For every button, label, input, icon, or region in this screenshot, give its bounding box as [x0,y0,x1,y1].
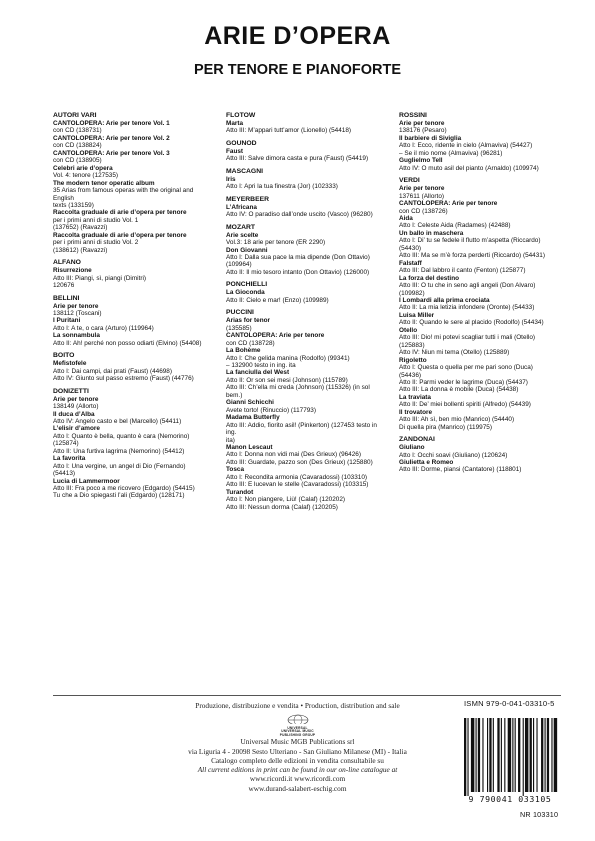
aria-line: Atto III: Dorme, piansi (Cantatore) (118801) [399,466,522,474]
barcode [456,716,564,806]
aria-line: Atto I: Che gelida manina (Rodolfo) (99341) [226,354,350,362]
aria-line: con CD (138728) [226,339,275,347]
aria-line: Atto II: De’ miei bollenti spiriti (Alfredo) (54439) [399,401,531,409]
barcode-bar [551,718,552,792]
aria-line: con CD (138824) [53,142,102,150]
opera-entry [399,230,559,260]
composer-section [226,140,386,163]
aria-line: Atto III: Piangi, sì, piangi (Dimitri) [53,274,147,282]
opera-title: Un ballo in maschera [399,229,464,237]
opera-title: Aida [399,214,413,222]
opera-entry [399,312,559,327]
aria-line: Atto I: Apri la tua finestra (Jor) (102333) [226,183,338,191]
universal-logo [274,712,322,736]
aria-line: Atto I: Donna non vidi mai (Des Grieux) (96426) [226,451,361,459]
opera-title: I Puritani [53,317,81,325]
opera-entry [226,332,386,347]
aria-line: Vol. 4: tenore (127535) [53,172,119,180]
logo-text-2: UNIVERSAL MUSIC [281,729,314,734]
opera-title: Falstaff [399,259,422,267]
composer-name: DONIZETTI [53,387,89,395]
aria-line: Atto III: Ma se m’è forza perderti (Riccardo) (54431) [399,252,545,260]
composer-name: MASCAGNI [226,167,264,175]
aria-line: Atto I: Dai campi, dai prati (Faust) (44698) [53,367,172,375]
aria-line: Atto I: A te, o cara (Arturo) (119964) [53,324,154,332]
aria-line: Atto IV: O paradiso dall’onde uscito (Vasco) (96280) [226,211,373,219]
opera-title: Faust [226,147,244,155]
aria-line: (125874) [53,440,79,448]
opera-entry [53,455,215,477]
aria-line: per i primi anni di studio Vol. 2 [53,239,139,247]
opera-entry [226,204,386,219]
barcode-bar [525,718,528,792]
barcode-bar [536,718,537,792]
composer-name: BELLINI [53,294,80,302]
opera-entry [226,289,386,304]
opera-entry [399,297,559,312]
aria-line: Atto III: Dio! mi potevi scagliar tutti i mali (Otello) [399,334,536,342]
opera-entry [399,444,559,459]
barcode-bar [508,718,511,792]
opera-entry [226,369,386,399]
opera-entry [399,135,559,157]
opera-entry [399,357,559,394]
aria-line: Atto I: Questa o quella per me pari sono (Duca) [399,364,533,372]
aria-line: Atto III: La donna è mobile (Duca) (54438) [399,386,519,394]
opera-title: L’Africana [226,203,257,211]
aria-line: (135585) [226,324,252,332]
barcode-bar [523,718,524,796]
aria-line: Atto III: Addio, fiorito asil! (Pinkerton) (127453 testo in ing. [226,421,377,437]
opera-entry [53,232,215,254]
aria-line: Atto I: Celeste Aida (Radames) (42488) [399,222,511,230]
aria-line: con CD (138905) [53,157,102,165]
opera-entry [53,411,215,426]
opera-entry [53,209,215,231]
footer-divider [53,695,561,696]
opera-entry [53,332,215,347]
opera-title: Arie per tenore [399,185,445,193]
opera-entry [399,185,559,200]
opera-title: L’elisir d’amore [53,425,100,433]
opera-title: Otello [399,326,418,334]
composer-section [226,196,386,219]
composer-name: MOZART [226,223,256,231]
opera-entry [53,165,215,180]
opera-entry [53,396,215,411]
opera-title: Il trovatore [399,408,433,416]
opera-title: Arie scelte [226,231,259,239]
aria-line: Tu che a Dio spiegasti l’ali (Edgardo) (128171) [53,492,185,500]
opera-title: La sonnambula [53,332,100,340]
aria-line: Atto III: Guardate, pazzo son (Des Grieux) (125880) [226,458,373,466]
aria-line: 137611 (Allorto) [399,192,444,200]
opera-title: Rigoletto [399,356,427,364]
aria-line: 138176 (Pesaro) [399,127,447,135]
logo-text-1: UNIVERSAL [287,725,308,730]
barcode-bar [467,718,468,796]
aria-line: Atto I: Dalla sua pace la mia dipende (Don Ottavio) [226,253,370,261]
composer-section [226,224,386,277]
opera-entry [399,394,559,409]
opera-title: Il duca d’Alba [53,410,95,418]
ismn-code: ISMN 979-0-041-03310-5 [464,699,555,708]
logo-text-3: PUBLISHING GROUP [279,732,316,737]
aria-line: Atto IV: Angelo casto e bel (Marcello) (54411) [53,417,182,425]
opera-title: Il barbiere di Siviglia [399,134,462,142]
opera-title: Raccolta graduale di arie d’opera per tenore [53,209,187,217]
company-address: via Liguria 4 - 20098 Sesto Ulteriano - San Giuliano Milanese (MI) - Italia [188,746,407,756]
aria-line: Atto I: Occhi soavi (Giuliano) (120624) [399,451,508,459]
aria-line: 120676 [53,282,75,290]
barcode-bar [487,718,488,792]
opera-title: Arias for tenor [226,317,271,325]
composer-section [226,168,386,191]
opera-title: Giuliano [399,444,425,452]
catalog-number: NR 103310 [520,810,559,819]
aria-line: 138149 (Allorto) [53,403,99,411]
opera-entry [226,466,386,488]
aria-line: ita) [226,436,235,444]
opera-entry [399,215,559,230]
opera-entry [53,150,215,165]
opera-title: Manon Lescaut [226,443,273,451]
opera-entry [399,327,559,357]
aria-line: 138112 (Toscani) [53,309,102,317]
composer-section [53,352,215,382]
composer-name: GOUNOD [226,139,257,147]
opera-title: Madama Butterfly [226,414,280,422]
barcode-graphic [456,716,564,806]
barcode-bar [478,718,480,792]
opera-title: Tosca [226,466,244,474]
aria-line: Atto III: Ah sì, ben mio (Manrico) (54440) [399,416,515,424]
opera-entry [226,399,386,414]
aria-line: Atto IV: Niun mi tema (Otello) (125889) [399,349,510,357]
aria-line: Atto III: Dal labbro il canto (Fenton) (125877) [399,267,526,275]
opera-entry [399,120,559,135]
composer-name: BOITO [53,352,75,360]
opera-title: La Gioconda [226,289,265,297]
opera-entry [226,148,386,163]
composer-name: ROSSINI [399,112,427,119]
company-name: Universal Music MGB Publications srl [240,737,355,747]
aria-line: Atto II: Una furtiva lagrima (Nemorino) (54412) [53,447,185,455]
barcode-bar [533,718,534,792]
opera-title: Iris [226,175,236,183]
opera-title: Risurrezione [53,267,92,275]
opera-title: Arie per tenore [53,395,99,403]
opera-entry [399,200,559,215]
opera-entry [226,444,386,466]
aria-line: Atto III: Ch’ella mi creda (Johnson) (115326) (in sol bem.) [226,384,370,399]
aria-line: Atto II: Quando le sere al placido (Rodolfo) (54434) [399,319,544,327]
aria-line: (138612) (Ravazzi) [53,246,108,254]
opera-entry [53,180,215,210]
aria-line: Atto III: E lucevan le stelle (Cavaradossi) (103315) [226,481,369,489]
aria-line: con CD (138726) [399,207,448,215]
composer-name: VERDI [399,177,420,185]
aria-line: Atto IV: O muto asil del pianto (Arnaldo) (109974) [399,164,539,172]
barcode-digits: 9 790041 033105 [468,794,552,804]
opera-title: Celebri arie d’opera [53,164,113,172]
aria-line: con CD (138731) [53,127,102,135]
aria-line: (54413) [53,470,76,478]
aria-line: (109964) [226,261,252,269]
composer-section [226,112,386,135]
barcode-bar [471,718,474,792]
composer-section [226,281,386,304]
aria-line: Atto III: Fra poco a me ricovero (Edgardo) (54415) [53,485,195,493]
opera-title: Guglielmo Tell [399,157,443,165]
opera-entry [53,360,215,382]
composer-section [53,259,215,289]
composer-section [53,388,215,500]
opera-entry [53,317,215,332]
catalog-note-en: All current editions in print can be found in our on-line catalogue at [197,765,398,775]
barcode-bar [482,718,483,792]
barcode-bar [476,718,477,792]
opera-title: Turandot [226,488,254,496]
composer-section [399,112,559,172]
aria-line: (54436) [399,371,422,379]
opera-entry [226,247,386,277]
composer-name: FLOTOW [226,112,256,119]
barcode-bar [518,718,520,792]
aria-line: Atto II: Il mio tesoro intanto (Don Ottavio) (126000) [226,268,370,276]
opera-entry [53,303,215,318]
aria-line: Atto II: La mia letizia infondere (Oronte) (54433) [399,304,535,312]
composer-name: ALFANO [53,259,81,267]
barcode-bar [497,718,499,792]
aria-line: Atto II: Parmi veder le lagrime (Duca) (54437) [399,378,528,386]
aria-line: per i primi anni di studio Vol. 1 [53,216,139,224]
opera-title: La forza del destino [399,274,460,282]
opera-title: La Bohème [226,347,261,355]
composer-name: ZANDONAI [399,436,435,444]
footer-publisher-block [160,701,435,793]
website-link-durand[interactable]: www.durand-salabert-eschig.com [248,783,347,793]
opera-entry [399,275,559,297]
composer-name: PUCCINI [226,309,254,317]
aria-line: Atto I: Di’ tu se fedele il flutto m’aspetta (Riccardo) (54430) [399,237,541,252]
opera-title: Giulietta e Romeo [399,459,454,467]
barcode-bar [464,718,466,796]
opera-title: Gianni Schicchi [226,399,274,407]
composer-section [399,177,559,431]
aria-line: 35 Arias from famous operas with the original and English [53,187,194,202]
aria-line: Atto III: Nessun dorma (Calaf) (120205) [226,503,338,511]
opera-entry [399,260,559,275]
aria-line: – Se il mio nome (Almaviva) (96281) [399,149,503,157]
barcode-bar [501,718,502,792]
opera-entry [399,157,559,172]
aria-line: Vol.3: 18 arie per tenore (ER 2290) [226,239,326,247]
column-3 [399,112,559,479]
aria-line: Atto I: Quanto è bella, quanto è cara (Nemorino) [53,432,190,440]
barcode-bar [493,718,494,792]
opera-title: Arie per tenore [53,302,99,310]
opera-entry [226,347,386,369]
aria-line: (137652) (Ravazzi) [53,224,108,232]
opera-entry [226,120,386,135]
composer-section [53,112,215,254]
aria-line: texts (133159) [53,201,94,209]
opera-title: La traviata [399,393,431,401]
composer-name: MEYERBEER [226,195,270,203]
aria-line: Atto III: Salve dimora casta e pura (Faust) (54419) [226,155,369,163]
composer-name: AUTORI VARI [53,112,97,119]
barcode-bar [504,718,505,792]
aria-line: Atto IV: Giunto sul passo estremo (Faust) (44776) [53,375,194,383]
opera-title: Don Giovanni [226,246,268,254]
opera-title: CANTOLOPERA: Arie per tenore [226,332,325,340]
page-subtitle: PER TENORE E PIANOFORTE [193,62,402,78]
barcode-bar [489,718,491,792]
aria-line: Atto III: O tu che in seno agli angeli (Don Alvaro) [399,282,536,290]
aria-line: Di quella pira (Manrico) (119975) [399,423,492,431]
composer-section [226,309,386,511]
opera-title: I Lombardi alla prima crociata [399,296,490,304]
column-1 [53,112,215,505]
opera-entry [399,409,559,431]
composer-section [53,295,215,348]
opera-title: CANTOLOPERA: Arie per tenore [399,200,498,208]
aria-line: Atto I: Recondita armonia (Cavaradossi) (103310) [226,473,368,481]
barcode-bar [512,718,513,792]
opera-entry [226,232,386,247]
page-title: ARIE D’OPERA [204,22,391,50]
composer-name: PONCHIELLI [226,281,268,289]
aria-line: Atto I: Una vergine, un angel di Dio (Fernando) [53,462,186,470]
barcode-bar [541,718,543,792]
opera-title: Luisa Miller [399,311,435,319]
aria-line: Atto II: Cielo e mar! (Enzo) (109989) [226,296,329,304]
aria-line: Atto I: Ecco, ridente in cielo (Almaviva) (54427) [399,142,533,150]
opera-entry [53,478,215,500]
opera-title: Lucia di Lammermoor [53,477,120,485]
opera-title: La favorita [53,455,86,463]
composer-section [399,436,559,474]
barcode-bar [554,718,557,792]
barcode-bar [547,718,549,792]
barcode-bar [545,718,546,792]
opera-entry [53,425,215,455]
aria-line: Atto III: M’appari tutt’amor (Lionello) (54418) [226,127,352,135]
aria-line: (109982) [399,289,425,297]
opera-entry [226,176,386,191]
aria-line: Atto II: Ah! perché non posso odiarti (Elvino) (54408) [53,339,202,347]
aria-line: (125883) [399,341,425,349]
opera-title: Mefistofele [53,360,87,368]
opera-title: CANTOLOPERA: Arie per tenore Vol. 1 [53,120,170,127]
aria-line: – 132900 testo in ing. ita [226,361,296,369]
opera-entry [53,135,215,150]
opera-entry [399,459,559,474]
opera-title: CANTOLOPERA: Arie per tenore Vol. 3 [53,149,170,157]
opera-title: Arie per tenore [399,120,445,127]
catalog-note-it: Catalogo completo delle edizioni in vendita consultabile su [211,755,384,765]
production-line: Produzione, distribuzione e vendita • Production, distribution and sale [195,701,400,710]
opera-title: The modern tenor operatic album [53,179,155,187]
aria-line: Avete torto! (Rinuccio) (117793) [226,406,316,414]
barcode-bar [530,718,532,792]
opera-entry [226,489,386,511]
opera-entry [226,317,386,332]
opera-entry [226,414,386,444]
opera-title: Marta [226,120,244,127]
column-2 [226,112,386,516]
globe-icon [274,712,322,724]
opera-title: Raccolta graduale di arie d’opera per tenore [53,231,187,239]
aria-line: Atto I: Non piangere, Liù! (Calaf) (120202) [226,496,346,504]
website-links[interactable]: www.ricordi.it www.ricordi.com [249,774,346,784]
aria-line: Atto II: Or son sei mesi (Johnson) (115789) [226,376,348,384]
opera-title: La fanciulla del West [226,369,290,377]
opera-entry [53,267,215,289]
opera-entry [53,120,215,135]
barcode-bar [515,718,516,792]
opera-title: CANTOLOPERA: Arie per tenore Vol. 2 [53,134,170,142]
